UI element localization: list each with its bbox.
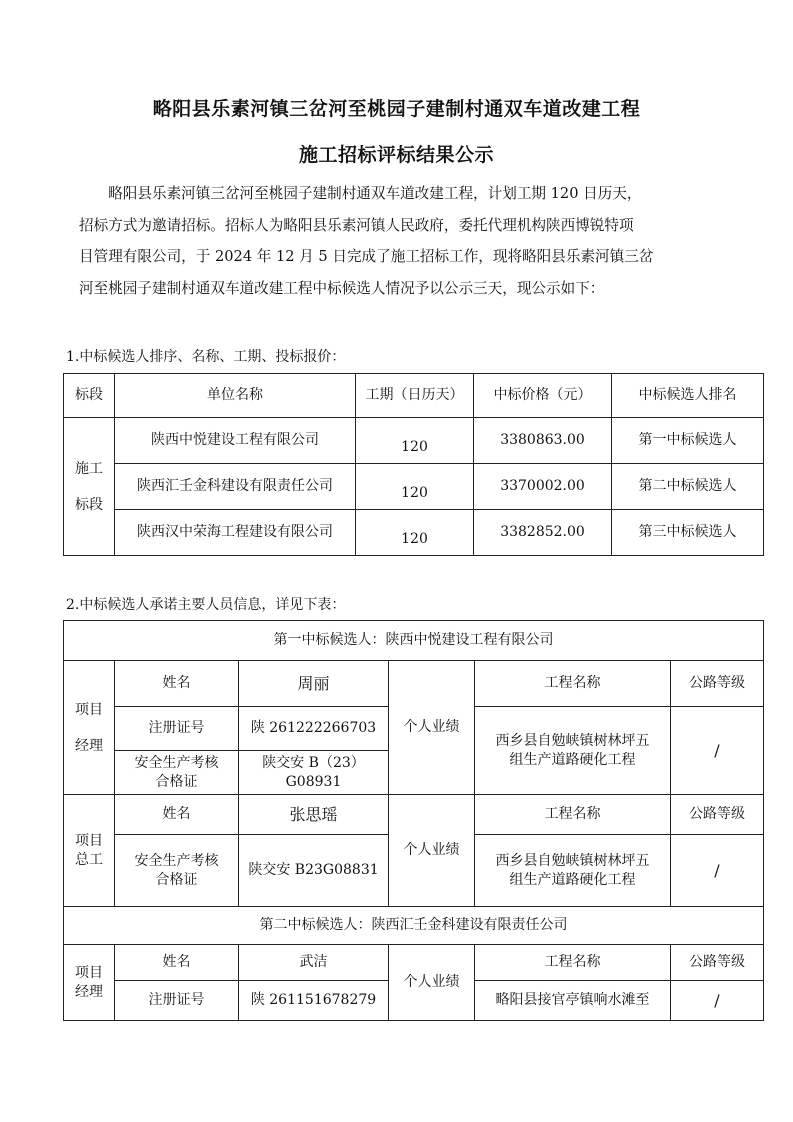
road-grade-header: 公路等级	[671, 661, 764, 707]
rank-cell: 第一中标候选人	[612, 418, 764, 464]
project-line: 组生产道路硬化工程	[509, 871, 636, 888]
header-cell: 中标候选人排名	[612, 374, 764, 418]
performance-label-cell: 个人业绩	[389, 795, 475, 907]
document-title-line-2: 施工招标评标结果公示	[298, 144, 494, 166]
performance-label-cell: 个人业绩	[389, 945, 475, 1021]
project-name-header: 工程名称	[475, 945, 671, 981]
candidate-1-header: 第一中标候选人：陕西中悦建设工程有限公司	[64, 621, 764, 661]
reg-label-cell: 注册证号	[115, 981, 239, 1021]
performance-label-cell: 个人业绩	[389, 661, 475, 795]
safety-label-cell	[115, 751, 239, 795]
table-row	[64, 661, 764, 707]
price-cell: 3382852.00	[474, 510, 612, 556]
table-row	[64, 510, 764, 556]
reg-label-cell: 注册证号	[115, 707, 239, 751]
section-1-title: 1.中标候选人排序、名称、工期、投标报价：	[66, 349, 346, 365]
safety-cert-cell	[239, 751, 389, 795]
table-row	[64, 464, 764, 510]
road-grade-header: 公路等级	[671, 795, 764, 835]
period-cell	[356, 464, 474, 510]
section-label-cell	[64, 418, 115, 556]
company-name-cell: 陕西中悦建设工程有限公司	[115, 418, 356, 464]
intro-line: 略阳县乐素河镇三岔河至桃园子建制村通双车道改建工程，计划工期 120 日历天，	[108, 185, 642, 202]
header-cell: 单位名称	[115, 374, 356, 418]
document-title-line-1: 略阳县乐素河镇三岔河至桃园子建制村通双车道改建工程	[152, 98, 641, 120]
intro-paragraph	[79, 178, 709, 304]
role-label: 项目	[75, 964, 103, 981]
role-label: 项目	[75, 701, 103, 718]
safety-cert-line: G08931	[285, 773, 342, 790]
project-line: 西乡县自勉峡镇树林坪五	[495, 852, 650, 869]
table-header-row	[64, 374, 764, 418]
road-grade-header: 公路等级	[671, 945, 764, 981]
safety-label: 合格证	[155, 871, 198, 888]
period-value: 120	[401, 531, 428, 547]
name-label-cell: 姓名	[115, 945, 239, 981]
period-cell	[356, 510, 474, 556]
role-label: 经理	[75, 983, 103, 1000]
section-2-title: 2.中标候选人承诺主要人员信息，详见下表：	[66, 597, 346, 613]
project-name-cell	[475, 835, 671, 907]
role-label: 总工	[75, 851, 103, 868]
company-name-cell: 陕西汉中荣海工程建设有限公司	[115, 510, 356, 556]
rank-cell: 第三中标候选人	[612, 510, 764, 556]
period-cell	[356, 418, 474, 464]
name-label-cell: 姓名	[115, 795, 239, 835]
header-cell: 工期（日历天）	[356, 374, 474, 418]
road-grade-cell: /	[671, 707, 764, 795]
person-name-cell: 武洁	[239, 945, 389, 981]
intro-line: 招标方式为邀请招标。招标人为略阳县乐素河镇人民政府，委托代理机构陕西博锐特项	[79, 216, 634, 234]
safety-label: 合格证	[155, 773, 198, 790]
candidate-2-header: 第二中标候选人：陕西汇壬金科建设有限责任公司	[64, 907, 764, 945]
reg-number-cell: 陕 261151678279	[239, 981, 389, 1021]
road-grade-cell: /	[671, 835, 764, 907]
project-line: 西乡县自勉峡镇树林坪五	[495, 732, 650, 749]
safety-cert-line: 陕交安 B（23）	[262, 754, 365, 771]
candidates-table	[63, 373, 764, 556]
name-label-cell: 姓名	[115, 661, 239, 707]
candidate-header-row	[64, 907, 764, 945]
person-name-cell: 周丽	[239, 661, 389, 707]
role-label: 经理	[75, 737, 103, 754]
price-cell: 3370002.00	[474, 464, 612, 510]
safety-cert-cell: 陕交安 B23G08831	[239, 835, 389, 907]
road-grade-cell: /	[671, 981, 764, 1021]
intro-line: 河至桃园子建制村通双车道改建工程中标候选人情况予以公示三天，现公示如下：	[79, 279, 605, 297]
reg-number-cell: 陕 261222266703	[239, 707, 389, 751]
safety-label: 安全生产考核	[134, 852, 219, 869]
safety-label-cell	[115, 835, 239, 907]
period-value: 120	[401, 485, 428, 501]
role-cell	[64, 945, 115, 1021]
company-name-cell: 陕西汇壬金科建设有限责任公司	[115, 464, 356, 510]
intro-line: 目管理有限公司，于 2024 年 12 月 5 日完成了施工招标工作，现将略阳县乐素河镇三岔	[79, 248, 654, 265]
role-cell	[64, 795, 115, 907]
safety-label: 安全生产考核	[134, 754, 219, 771]
price-cell: 3380863.00	[474, 418, 612, 464]
rank-cell: 第二中标候选人	[612, 464, 764, 510]
role-cell	[64, 661, 115, 795]
project-name-header: 工程名称	[475, 795, 671, 835]
table-row	[64, 795, 764, 835]
header-cell: 中标价格（元）	[474, 374, 612, 418]
table-row	[64, 945, 764, 981]
project-name-cell	[475, 707, 671, 795]
project-line: 组生产道路硬化工程	[509, 751, 636, 768]
personnel-table	[63, 620, 764, 1021]
role-label: 项目	[75, 832, 103, 849]
section-label: 施工	[75, 460, 103, 477]
table-row	[64, 418, 764, 464]
period-value: 120	[401, 439, 428, 455]
person-name-cell: 张思瑶	[239, 795, 389, 835]
project-name-header: 工程名称	[475, 661, 671, 707]
candidate-header-row	[64, 621, 764, 661]
header-cell: 标段	[64, 374, 115, 418]
section-label: 标段	[75, 496, 103, 513]
project-name-cell: 略阳县接官亭镇响水滩至	[475, 981, 671, 1021]
